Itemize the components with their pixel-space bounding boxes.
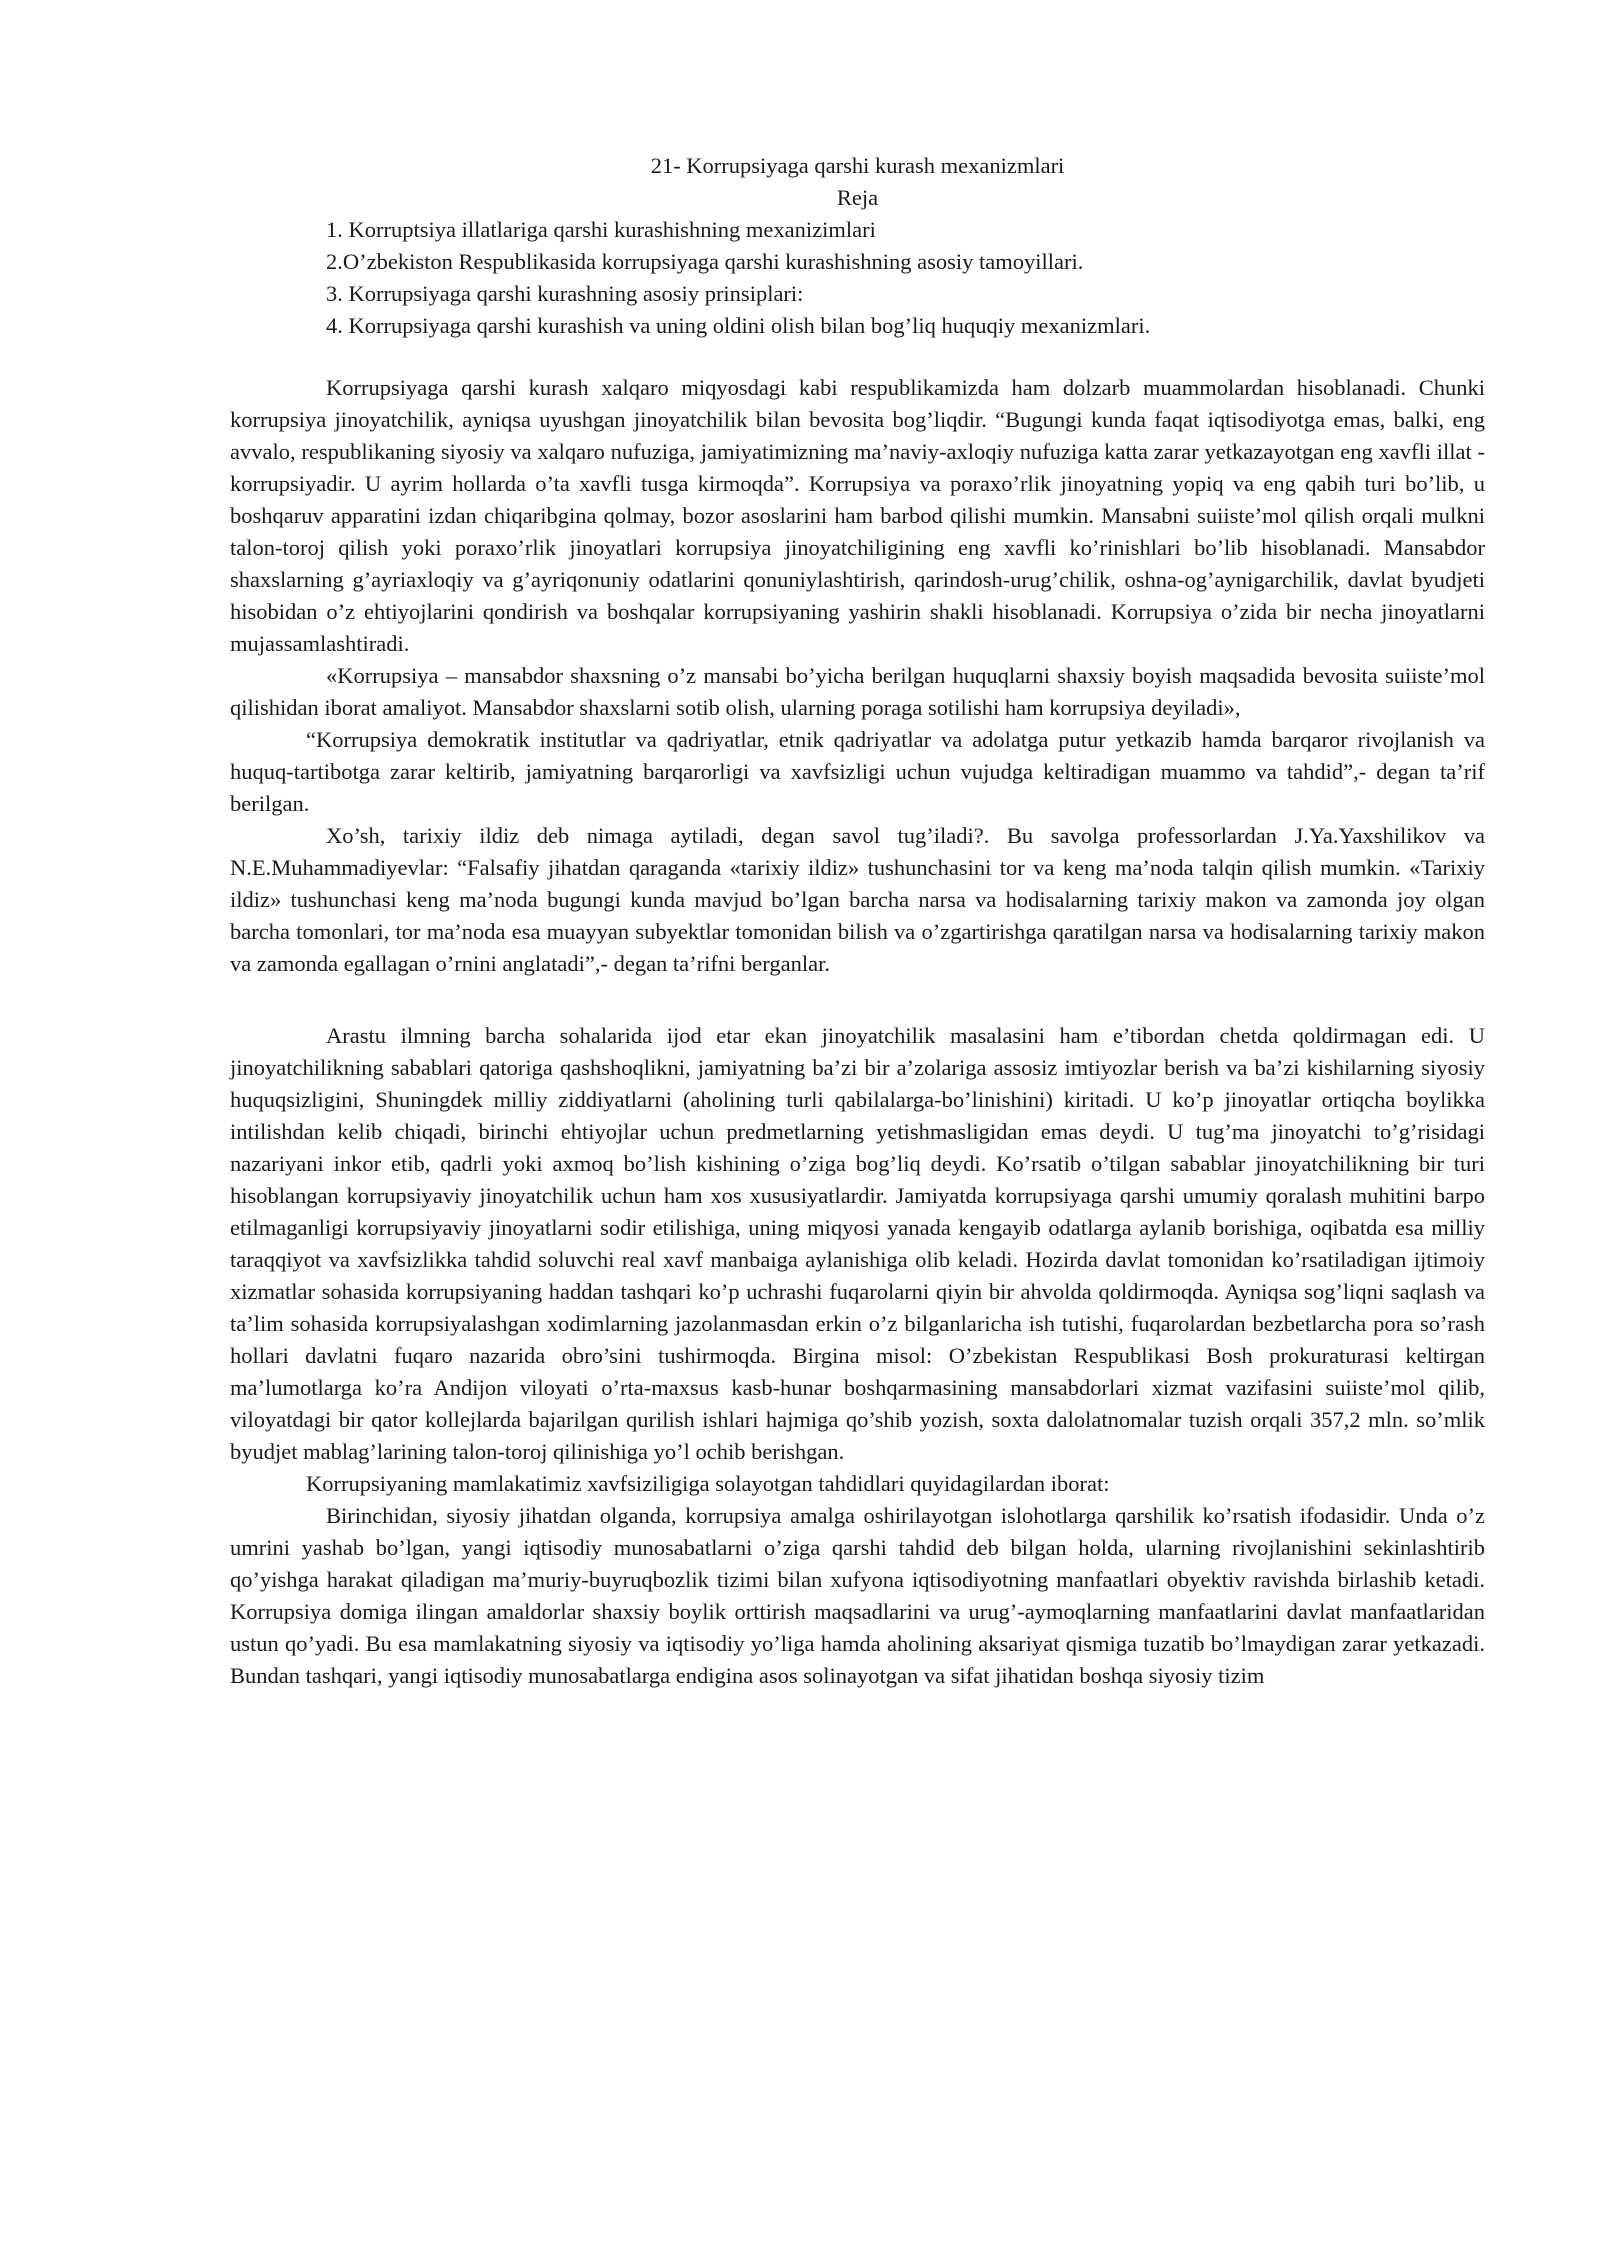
paragraph: “Korrupsiya demokratik institutlar va qadriyatlar, etnik qadriyatlar va adolatga putur yetkazib hamda barqaror rivojlanish va huquq-tartibotga zarar keltirib, jamiyatning barqarorligi va xavfsizligi uchun vujudga keltiradigan muammo va tahdid”,- degan ta’rif berilgan. [230,727,1485,816]
plan-item: 2.O’zbekiston Respublikasida korrupsiyaga qarshi kurashishning asosiy tamoyillari. [326,249,1084,274]
plan-heading: Reja [836,185,879,210]
plan-item: 3. Korrupsiyaga qarshi kurashning asosiy prinsiplari: [326,281,804,306]
document-page [230,150,1485,1692]
paragraph: Arastu ilmning barcha sohalarida ijod etar ekan jinoyatchilik masalasini ham e’tibordan chetda qoldirmagan edi. U jinoyatchilikning sabablari qatoriga qashshoqlikni, jamiyatning ba’zi bir a’zolariga assosiz imtiyozlar berish va ba’zi kishilarning siyosiy huquqsizligini, Shuningdek milliy ziddiyatlarni (aholining turli qabilalarga-bo’linishini) kiritadi. U ko’p jinoyatlar ortiqcha boylikka intilishdan kelib chiqadi, birinchi ehtiyojlar uchun predmetlarning yetishmasligidan emas deydi. U tug’ma jinoyatchi to’g’risidagi nazariyani inkor etib, qadrli yoki axmoq bo’lish kishining o’ziga bog’liq deydi. Ko’rsatib o’tilgan sabablar jinoyatchilikning bir turi hisoblangan korrupsiyaviy jinoyatchilik uchun ham xos xususiyatlardir. Jamiyatda korrupsiyaga qarshi umumiy qoralash muhitini barpo etilmaganligi korrupsiyaviy jinoyatlarni sodir etilishiga, uning miqyosi yanada kengayib odatlarga aylanib borishiga, oqibatda esa milliy taraqqiyot va xavfsizlikka tahdid soluvchi real xavf manbaiga aylanishiga olib keladi. Hozirda davlat tomonidan ko’rsatiladigan ijtimoiy xizmatlar sohasida korrupsiyaning haddan tashqari ko’p uchrashi fuqarolarni qiyin bir ahvolda qoldirmoqda. Ayniqsa sog’liqni saqlash va ta’lim sohasida korrupsiyalashgan xodimlarning jazolanmasdan erkin o’z bilganlaricha ish tutishi, fuqarolardan bezbetlarcha pora so’rash hollari davlatni fuqaro nazarida obro’sini tushirmoqda. Birgina misol: O’zbekistan Respublikasi Bosh prokuraturasi keltirgan ma’lumotlarga ko’ra Andijon viloyati o’rta-maxsus kasb-hunar boshqarmasining mansabdorlari xizmat vazifasini suiiste’mol qilib, viloyatdagi bir qator kollejlarda bajarilgan qurilish ishlari hajmiga qo’shib yozish, soxta dalolatnomalar tuzish orqali 357,2 mln. so’mlik byudjet mablag’larining talon-toroj qilinishiga yo’l ochib berishgan. [230,1023,1485,1464]
paragraph: «Korrupsiya – mansabdor shaxsning o’z mansabi bo’yicha berilgan huquqlarni shaxsiy boyish maqsadida bevosita suiiste’mol qilishidan iborat amaliyot. Mansabdor shaxslarni sotib olish, ularning poraga sotilishi ham korrupsiya deyiladi», [230,663,1485,720]
plan-item: 4. Korrupsiyaga qarshi kurashish va uning oldini olish bilan bog’liq huquqiy mexanizmlari. [326,313,1151,338]
paragraph: Korrupsiyaning mamlakatimiz xavfsiziligiga solayotgan tahdidlari quyidagilardan iborat: [306,1471,1110,1496]
spacer [230,342,1485,372]
paragraph: Xo’sh, tarixiy ildiz deb nimaga aytiladi, degan savol tug’iladi?. Bu savolga professorlardan J.Ya.Yaxshilikov va N.E.Muhammadiyevlar: “Falsafiy jihatdan qaraganda «tarixiy ildiz» tushunchasini tor va keng ma’noda talqin qilish mumkin. «Tarixiy ildiz» tushunchasi keng ma’noda bugungi kunda mavjud bo’lgan barcha narsa va hodisalarning tarixiy makon va zamonda joy olgan barcha tomonlari, tor ma’noda esa muayyan subyektlar tomonidan bilish va o’zgartirishga qaratilgan narsa va hodisalarning tarixiy makon va zamonda egallagan o’rnini anglatadi”,- degan ta’rifni berganlar. [230,823,1485,976]
paragraph: Korrupsiyaga qarshi kurash xalqaro miqyosdagi kabi respublikamizda ham dolzarb muammolardan hisoblanadi. Chunki korrupsiya jinoyatchilik, ayniqsa uyushgan jinoyatchilik bilan bevosita bog’liqdir. “Bugungi kunda faqat iqtisodiyotga emas, balki, eng avvalo, respublikaning siyosiy va xalqaro nufuziga, jamiyatimizning ma’naviy-axloqiy nufuziga katta zarar yetkazayotgan eng xavfli illat - korrupsiyadir. U ayrim hollarda o’ta xavfli tusga kirmoqda”. Korrupsiya va poraxo’rlik jinoyatning yopiq va eng qabih turi bo’lib, u boshqaruv apparatini izdan chiqaribgina qolmay, bozor asoslarini ham barbod qilishi mumkin. Mansabni suiiste’mol qilish orqali mulkni talon-toroj qilish yoki poraxo’rlik jinoyatlari korrupsiya jinoyatchiligining eng xavfli ko’rinishlari bo’lib hisoblanadi. Mansabdor shaxslarning g’ayriaxloqiy va g’ayriqonuniy odatlarini qonuniylashtirish, qarindosh-urug’chilik, oshna-og’aynigarchilik, davlat byudjeti hisobidan o’z ehtiyojlarini qondirish va boshqalar korrupsiyaning yashirin shakli hisoblanadi. Korrupsiya o’zida bir necha jinoyatlarni mujassamlashtiradi. [230,375,1485,656]
plan-item: 1. Korruptsiya illatlariga qarshi kurashishning mexanizimlari [326,217,876,242]
paragraph: Birinchidan, siyosiy jihatdan olganda, korrupsiya amalga oshirilayotgan islohotlarga qarshilik ko’rsatish ifodasidir. Unda o’z umrini yashab bo’lgan, yangi iqtisodiy munosabatlarni o’ziga qarshi tahdid deb bilgan holda, ularning rivojlanishini sekinlashtirib qo’yishga harakat qiladigan ma’muriy-buyruqbozlik tizimi bilan xufyona iqtisodiyotning manfaatlari obyektiv ravishda birlashib ketadi. Korrupsiya domiga ilingan amaldorlar shaxsiy boylik orttirish maqsadlarini va urug’-aymoqlarning manfaatlarini davlat manfaatlaridan ustun qo’yadi. Bu esa mamlakatning siyosiy va iqtisodiy yo’liga hamda aholining aksariyat qismiga tuzatib bo’lmaydigan zarar yetkazadi. Bundan tashqari, yangi iqtisodiy munosabatlarga endigina asos solinayotgan va sifat jihatidan boshqa siyosiy tizim [230,1503,1485,1688]
spacer [230,980,1485,1020]
document-title: 21- Korrupsiyaga qarshi kurash mexanizmlari [650,153,1065,178]
plan-list [326,214,1485,342]
